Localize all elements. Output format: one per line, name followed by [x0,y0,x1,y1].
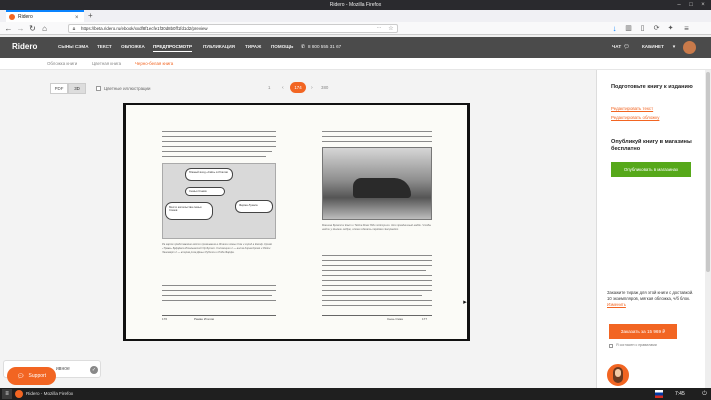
page-scrollbar[interactable] [705,70,711,388]
publish-in-stores-button[interactable]: Опубликовать в магазинах [611,162,691,177]
subnav-bw-book[interactable]: Черно-белая книга [135,60,174,66]
left-page-number: 176 [162,317,168,321]
power-icon[interactable]: ⏻ [702,391,707,397]
order-text: Закажите тираж для этой книги с доставкой. 10 экземпляров, мягкая обложка, ч/б блок. [607,290,694,301]
order-print-run-button[interactable]: Заказать за 15 969 ₽ [609,324,677,339]
subnav-cover[interactable]: Обложка книги [47,60,78,66]
color-illustrations-checkbox[interactable] [96,86,101,91]
reload-icon[interactable]: ↻ [29,23,36,33]
preview-area [0,70,596,388]
book-3d [123,103,470,341]
ridero-logo[interactable]: Ridero [12,42,38,51]
left-page [126,105,292,339]
phone-number[interactable]: 8 800 555 31 67 [308,44,342,49]
sync-icon[interactable]: ⟳ [653,25,660,32]
tab-close-icon[interactable]: × [75,14,79,21]
menu-print-run[interactable]: ТИРАЖ [245,44,262,49]
chat-bubble-icon[interactable]: 💬︎ [623,43,630,50]
support-close-icon[interactable]: ✓ [91,366,97,373]
pager-first[interactable]: 1 [268,85,271,90]
taskbar-app-title[interactable]: Ridero - Mozilla Firefox [26,390,74,396]
mouse-cursor-icon: ▸ [463,298,467,306]
right-page-caption: Машина Бугатти Кант и Тейта Мовс Юди подслушли. Это праздничный найди. Чтобы найти у Энимии любую, слезно сделать передачи Энтрандос. [322,224,432,232]
support-chat-icon: 💬︎ [16,373,25,380]
menu-help[interactable]: ПОМОЩЬ [271,44,294,49]
edit-text-link[interactable]: Редактировать текст [611,106,654,111]
page-actions-icon[interactable]: ··· [376,25,382,31]
menu-preview[interactable]: ПРЕДПРОСМОТР [153,45,192,52]
os-taskbar [0,388,711,400]
bookmark-star-icon[interactable]: ☆ [388,25,394,32]
extension-icon[interactable]: ✦ [667,25,674,32]
menu-sons[interactable]: СЫНЫ СЭМА [58,44,89,49]
edit-cover-link[interactable]: Редактировать обложку [611,115,660,120]
menu-text[interactable]: ТЕКСТ [97,44,112,49]
phone-icon: ✆ [300,43,306,50]
cabinet-link[interactable]: КАБИНЕТ [642,44,664,49]
assistant-face [615,369,621,377]
library-icon[interactable]: ▥ [625,25,632,32]
support-hidden-label: ивное [56,366,70,372]
lock-icon: 🔒︎ [72,25,76,32]
firefox-taskbar-icon[interactable] [15,390,23,398]
menu-publication[interactable]: ПУБЛИКАЦИЯ [203,44,235,49]
right-sidebar [596,70,705,388]
tab-title: Ridero [18,14,33,20]
map-label-farm: Ферма Лукаса [235,200,273,213]
menu-cover[interactable]: ОБЛОЖКА [121,44,145,49]
clock: 7:45 [675,390,685,397]
keyboard-layout-flag-icon[interactable] [655,390,663,398]
right-page-author: Сынь Сэма [387,317,403,321]
new-tab-icon[interactable]: + [88,10,93,20]
pager-current[interactable]: 174 [290,82,306,93]
home-icon[interactable]: ⌂ [42,23,47,33]
car-photo [322,147,432,220]
map-label-south: Южный вход «Cafe» в Италии [185,168,233,181]
sidebar-toggle-icon[interactable]: ▯ [640,25,645,32]
support-button-label: Support [28,373,47,379]
agree-label: Я согласен с правилами [616,343,657,347]
window-title: Ridero - Mozilla Firefox [329,1,382,8]
sub-navigation [0,58,711,70]
start-menu-icon[interactable]: ≡ [2,389,12,399]
notification-icon[interactable]: ▾ [672,43,676,50]
right-page-number: 177 [422,317,428,321]
assistant-avatar[interactable] [605,362,631,388]
site-header [0,37,711,58]
tab-bar [0,10,711,22]
pager-prev-icon[interactable]: ‹ [282,84,284,91]
color-illustrations-label: Цветные иллюстрации [104,85,151,91]
left-page-caption: Ра карте представлено место проживания в Италии семьи Сэм и город в Калиф. Кроме «Трава» Буффало-Итальянский Ор Бусико. Соломщики 1 — вилла дорна Кроме и Рейки Ланкмарт 2 — вторая роза Деньи Рубилон и Роба Фарфа. [162,243,272,255]
publish-title: Опубликуй книгу в магазины бесплатно [611,139,692,153]
address-bar[interactable] [68,24,398,33]
right-page [292,105,467,339]
url-text: https://beta.ridero.ru/ebook/xxdf8f1ecfe1f30d8b0ff1fd1d2/preview [81,25,208,31]
user-avatar[interactable] [683,41,696,54]
back-icon[interactable]: ← [4,23,13,33]
minimize-icon[interactable]: – [677,2,681,8]
maximize-icon[interactable]: □ [689,2,693,8]
download-icon[interactable]: ↓ [612,23,617,33]
prepare-title: Подготовьте книгу к изданию [611,84,693,90]
pager-last[interactable]: 380 [321,85,329,90]
forward-icon[interactable]: → [16,23,25,33]
map-label-residence: Место жительства семьи Сэмов [165,202,213,220]
order-change-link[interactable]: Изменить [607,301,626,307]
map-illustration [162,163,276,239]
car-shape [353,178,411,198]
pdf-toggle[interactable]: PDF [50,83,68,94]
window-title-bar [0,0,711,10]
pager-next-icon[interactable]: › [311,84,313,91]
agree-checkbox[interactable] [609,344,613,348]
left-page-author: Раман Италов [194,317,215,321]
menu-icon[interactable]: ≡ [684,23,689,33]
browser-tab-ridero[interactable] [6,10,84,22]
subnav-color-book[interactable]: Цветная книга [92,60,122,66]
map-label-family: Семья Сэмов [185,187,225,196]
order-description [607,290,699,308]
3d-toggle[interactable]: 3D [68,83,86,94]
chat-link[interactable]: ЧАТ [612,44,622,49]
support-button[interactable] [7,367,56,385]
ridero-favicon-icon [9,14,15,20]
scrollbar-thumb[interactable] [706,72,710,272]
window-close-icon[interactable]: × [701,2,705,8]
